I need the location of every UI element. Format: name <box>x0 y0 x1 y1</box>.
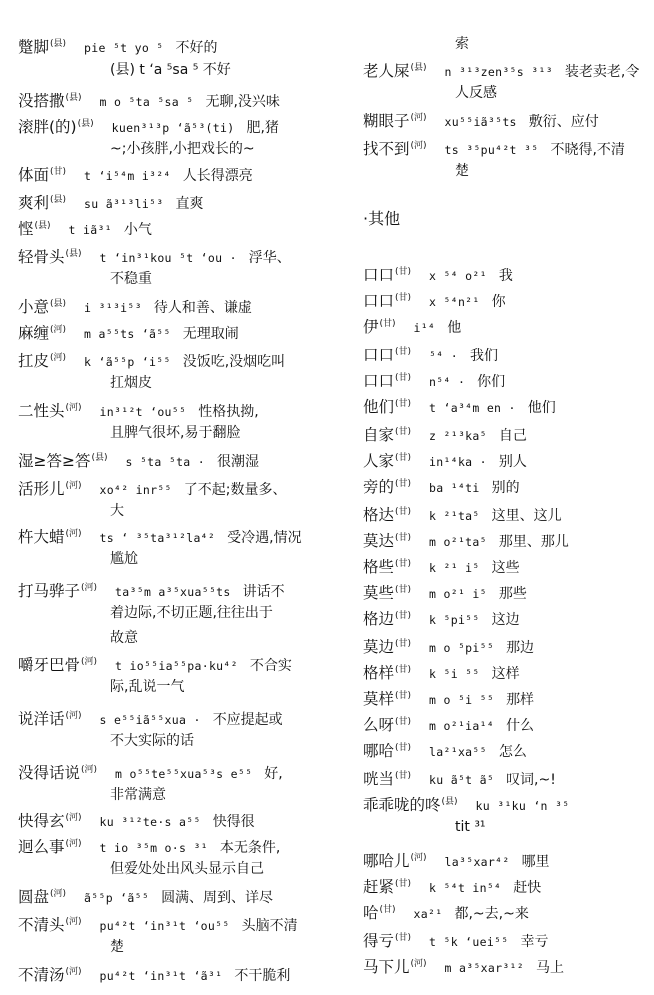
entry-pronunciation: s ⁵ta ⁵ta · <box>125 455 205 469</box>
entry-source-tag: (河) <box>65 711 82 721</box>
entry-source-tag: (县) <box>65 93 82 103</box>
dictionary-entry <box>363 926 653 955</box>
entry-continuation: 着边际,不切正题,往往出于 <box>110 605 273 621</box>
entry-gloss: 肥,猪 <box>246 120 279 136</box>
entry-continuation: 人反感 <box>455 85 497 101</box>
entry-pronunciation: ba ¹⁴ti <box>429 481 480 495</box>
entry-pronunciation: m a⁵⁵ts ‘ã⁵⁵ <box>84 327 171 341</box>
entry-headword: 老人屎 <box>363 62 410 80</box>
entry-source-tag: (甘) <box>395 267 412 277</box>
section-title-other: ·其他 <box>363 209 401 228</box>
entry-headword: 滚胖(的) <box>18 118 77 136</box>
entry-pronunciation: m o ⁵pi⁵⁵ <box>429 641 495 655</box>
dictionary-entry <box>363 106 653 135</box>
dictionary-entry <box>18 960 340 989</box>
entry-source-tag: (甘) <box>395 293 412 303</box>
entry-pronunciation: xa²¹ <box>413 907 443 921</box>
entry-source-tag: (甘) <box>395 559 412 569</box>
entry-source-tag: (县) <box>441 797 458 807</box>
entry-pronunciation: la²¹xa⁵⁵ <box>429 745 487 759</box>
entry-gloss: 赶快 <box>513 880 542 896</box>
entry-source-tag: (县) <box>34 221 51 231</box>
entry-gloss: 浮华、 <box>248 250 291 266</box>
entry-source-tag: (甘) <box>395 399 412 409</box>
dictionary-entry <box>363 710 653 739</box>
entry-gloss: 待人和善、谦虚 <box>153 300 252 316</box>
entry-source-tag: (甘) <box>395 639 412 649</box>
entry-headword: 体面 <box>18 166 50 184</box>
entry-gloss: 那样 <box>506 692 535 708</box>
entry-gloss: 受冷遇,情况 <box>227 530 302 546</box>
dictionary-entry <box>363 846 653 875</box>
entry-headword: 人家 <box>363 452 395 470</box>
dictionary-entry <box>18 704 340 749</box>
dictionary-entry <box>18 758 340 803</box>
entry-headword: 格些 <box>363 558 395 576</box>
entry-source-tag: (甘) <box>395 611 412 621</box>
entry-gloss: 这些 <box>491 560 520 576</box>
dictionary-entry <box>363 684 653 713</box>
entry-headword: 没得话说 <box>18 764 81 782</box>
entry-gloss: 这里、这儿 <box>491 508 562 524</box>
dictionary-entry <box>363 134 653 179</box>
entry-gloss: 不合实 <box>249 658 292 674</box>
entry-pronunciation: i ³¹³i⁵³ <box>84 301 142 315</box>
entry-source-tag: (甘) <box>395 879 412 889</box>
entry-gloss: 很潮湿 <box>216 454 259 470</box>
entry-source-tag: (河) <box>65 481 82 491</box>
entry-source-tag: (甘) <box>395 665 412 675</box>
entry-pronunciation: i¹⁴ <box>413 321 436 335</box>
entry-gloss: 你们 <box>477 374 506 390</box>
entry-source-tag: (河) <box>65 839 82 849</box>
entry-gloss: 不干脆利 <box>234 968 291 984</box>
entry-continuation: 但爱处处出风头显示自己 <box>110 861 264 877</box>
entry-continuation: 且脾气很坏,易于翻脸 <box>110 425 241 441</box>
entry-pronunciation: m o²¹ta⁵ <box>429 535 487 549</box>
dictionary-entry <box>363 56 653 101</box>
entry-continuation: 尴尬 <box>110 551 138 567</box>
entry-pronunciation: t io⁵⁵ia⁵⁵pa·ku⁴² <box>115 659 238 673</box>
entry-gloss: 圆满、周到、详尽 <box>161 890 274 906</box>
entry-gloss: 马上 <box>536 960 565 976</box>
dictionary-entry <box>18 112 340 157</box>
entry-source-tag: (县) <box>91 453 108 463</box>
dictionary-entry <box>18 32 340 61</box>
entry-gloss: 不应提起或 <box>212 712 283 728</box>
entry-headword: 他们 <box>363 398 395 416</box>
entry-source-tag: (河) <box>410 141 427 151</box>
entry-gloss: 哪里 <box>521 854 550 870</box>
entry-pronunciation: in¹⁴ka · <box>429 455 487 469</box>
entry-gloss: 小气 <box>123 222 152 238</box>
entry-headword: 口口 <box>363 346 395 364</box>
entry-continuation: (县) t ‘a ⁵sa ⁵ 不好 <box>110 62 231 78</box>
entry-source-tag: (河) <box>81 583 98 593</box>
entry-pronunciation: x ⁵⁴n²¹ <box>429 295 480 309</box>
entry-continuation: 不稳重 <box>110 271 152 287</box>
dictionary-entry <box>18 882 340 911</box>
entry-continuation: 楚 <box>455 163 469 179</box>
dictionary-entry <box>363 500 653 529</box>
entry-gloss: 我 <box>498 268 513 284</box>
entry-pronunciation: t ‘a³⁴m en · <box>429 401 516 415</box>
entry-gloss: 无聊,没兴味 <box>205 94 280 110</box>
entry-pronunciation: ts ³⁵pu⁴²t ³⁵ <box>444 143 539 157</box>
entry-source-tag: (甘) <box>395 933 412 943</box>
entry-source-tag: (河) <box>65 813 82 823</box>
entry-pronunciation: k ²¹ta⁵ <box>429 509 480 523</box>
entry-gloss: 本无条件, <box>219 840 281 856</box>
dictionary-entry <box>363 526 653 555</box>
entry-source-tag: (甘) <box>395 479 412 489</box>
entry-gloss: 讲话不 <box>242 584 285 600</box>
entry-headword: 得亏 <box>363 932 395 950</box>
entry-gloss: 幸亏 <box>520 934 549 950</box>
entry-headword: 杵大蜡 <box>18 528 65 546</box>
entry-headword: 自家 <box>363 426 395 444</box>
entry-source-tag: (甘) <box>395 691 412 701</box>
entry-headword: 莫边 <box>363 638 395 656</box>
entry-continuation: 故意 <box>110 630 138 646</box>
entry-headword: 二性头 <box>18 402 65 420</box>
entry-source-tag: (县) <box>50 39 67 49</box>
entry-gloss: 都,~去,~来 <box>454 906 529 922</box>
entry-headword: 爽利 <box>18 194 50 212</box>
entry-pronunciation: kuen³¹³p ‘ã⁵³(ti) <box>111 121 235 135</box>
entry-pronunciation: la³⁵xar⁴² <box>444 855 510 869</box>
entry-pronunciation: m o ⁵ta ⁵sa ⁵ <box>99 95 194 109</box>
dictionary-entry <box>18 242 340 287</box>
entry-source-tag: (县) <box>77 119 94 129</box>
dictionary-entry <box>18 576 340 646</box>
dictionary-entry <box>363 552 653 581</box>
entry-headword: 麻缠 <box>18 324 50 342</box>
entry-pronunciation: n ³¹³zen³⁵s ³¹³ <box>444 65 553 79</box>
entry-headword: 乖乖咙的咚 <box>363 796 441 814</box>
entry-gloss: 他们 <box>527 400 556 416</box>
entry-pronunciation: ku ³¹²te·s a⁵⁵ <box>99 815 201 829</box>
entry-gloss: 好, <box>264 766 283 782</box>
entry-pronunciation: t iã³¹ <box>68 223 112 237</box>
entry-source-tag: (甘) <box>379 905 396 915</box>
entry-pronunciation: ⁵⁴ · <box>429 349 458 363</box>
entry-pronunciation: m a³⁵xar³¹² <box>444 961 525 975</box>
dictionary-entry <box>18 188 340 217</box>
entry-headword: 说洋话 <box>18 710 65 728</box>
dictionary-entry <box>18 474 340 519</box>
dictionary-entry <box>363 952 653 981</box>
entry-gloss: 不晓得,不清 <box>550 142 625 158</box>
entry-pronunciation: ku ³¹ku ‘n ³⁵ <box>475 799 570 813</box>
entry-gloss: 别人 <box>498 454 527 470</box>
dictionary-entry <box>18 446 340 475</box>
dictionary-entry <box>363 632 653 661</box>
entry-pronunciation: pu⁴²t ‘in³¹t ‘ã³¹ <box>99 969 223 983</box>
entry-headword: 嚼牙巴骨 <box>18 656 81 674</box>
entry-pronunciation: k ²¹ i⁵ <box>429 561 480 575</box>
entry-gloss: 那些 <box>498 586 527 602</box>
entry-source-tag: (河) <box>81 765 98 775</box>
entry-pronunciation: m o ⁵i ⁵⁵ <box>429 693 495 707</box>
entry-source-tag: (河) <box>410 113 427 123</box>
entry-gloss: 头脑不清 <box>241 918 298 934</box>
entry-gloss: 没饭吃,没烟吃叫 <box>182 354 286 370</box>
dictionary-entry <box>363 286 653 315</box>
entry-source-tag: (甘) <box>395 585 412 595</box>
entry-headword: 不清汤 <box>18 966 65 984</box>
entry-gloss: 那边 <box>506 640 535 656</box>
entry-continuation: 大 <box>110 503 124 519</box>
dictionary-entry <box>18 832 340 877</box>
dictionary-entry <box>363 312 653 341</box>
entry-headword: 口口 <box>363 266 395 284</box>
entry-headword: 找不到 <box>363 140 410 158</box>
entry-headword: 扛皮 <box>18 352 50 370</box>
entry-pronunciation: m o²¹ i⁵ <box>429 587 487 601</box>
dictionary-entry <box>363 764 653 793</box>
entry-gloss: 那里、那儿 <box>498 534 569 550</box>
entry-headword: 格边 <box>363 610 395 628</box>
entry-headword: 迥么事 <box>18 838 65 856</box>
entry-headword: 快得玄 <box>18 812 65 830</box>
entry-source-tag: (甘) <box>395 507 412 517</box>
entry-headword: 轻骨头 <box>18 248 65 266</box>
entry-headword: 旁的 <box>363 478 395 496</box>
entry-pronunciation: x ⁵⁴ o²¹ <box>429 269 487 283</box>
entry-continuation: 扛烟皮 <box>110 375 152 391</box>
entry-headword: 赶紧 <box>363 878 395 896</box>
entry-source-tag: (河) <box>410 959 427 969</box>
entry-pronunciation: n⁵⁴ · <box>429 375 466 389</box>
entry-source-tag: (河) <box>81 657 98 667</box>
entry-continuation: tit ³¹ <box>455 819 486 835</box>
entry-gloss: 人长得漂亮 <box>182 168 253 184</box>
entry-pronunciation: m o²¹ia¹⁴ <box>429 719 495 733</box>
entry-gloss: 怎么 <box>498 744 527 760</box>
entry-continuation: 非常满意 <box>110 787 166 803</box>
entry-pronunciation: k ⁵i ⁵⁵ <box>429 667 480 681</box>
dictionary-entry <box>363 578 653 607</box>
entry-headword: 糊眼子 <box>363 112 410 130</box>
entry-source-tag: (河) <box>50 889 67 899</box>
entry-continuation: ~;小孩胖,小把戏长的~ <box>110 141 255 157</box>
dictionary-entry <box>363 420 653 449</box>
dictionary-entry <box>18 86 340 115</box>
entry-pronunciation: ku ã⁵t ã⁵ <box>429 773 495 787</box>
entry-headword: 格样 <box>363 664 395 682</box>
dictionary-entry <box>18 292 340 321</box>
entry-headword: 哈 <box>363 904 379 922</box>
entry-source-tag: (河) <box>410 853 427 863</box>
entry-gloss: 他 <box>447 320 462 336</box>
dictionary-entry <box>18 396 340 441</box>
entry-gloss: 我们 <box>469 348 498 364</box>
entry-source-tag: (甘) <box>379 319 396 329</box>
entry-source-tag: (甘) <box>395 533 412 543</box>
entry-source-tag: (河) <box>50 325 67 335</box>
entry-gloss: 你 <box>491 294 506 310</box>
entry-source-tag: (甘) <box>395 453 412 463</box>
entry-headword: 咣当 <box>363 770 395 788</box>
entry-headword: 小意 <box>18 298 50 316</box>
dictionary-entry <box>363 604 653 633</box>
entry-gloss: 性格执拗, <box>198 404 259 420</box>
entry-headword: 口口 <box>363 292 395 310</box>
dictionary-entry <box>18 318 340 347</box>
entry-source-tag: (甘) <box>395 347 412 357</box>
entry-gloss: 敷衍、应付 <box>528 114 599 130</box>
entry-headword: 格达 <box>363 506 395 524</box>
entry-pronunciation: t ‘i⁵⁴m i³²⁴ <box>84 169 171 183</box>
entry-continuation: 不大实际的话 <box>110 733 194 749</box>
entry-source-tag: (县) <box>410 63 427 73</box>
dictionary-entry <box>363 658 653 687</box>
dictionary-entry <box>18 346 340 391</box>
entry-pronunciation: pu⁴²t ‘in³¹t ‘ou⁵⁵ <box>99 919 230 933</box>
entry-headword: 不清头 <box>18 916 65 934</box>
entry-headword: 口口 <box>363 372 395 390</box>
entry-gloss: 了不起;数量多、 <box>183 482 287 498</box>
entry-gloss: 这样 <box>491 666 520 682</box>
entry-gloss: 这边 <box>491 612 520 628</box>
entry-gloss: 无理取闹 <box>182 326 239 342</box>
dictionary-entry <box>363 872 653 901</box>
dictionary-entry <box>363 446 653 475</box>
entry-gloss: 自己 <box>498 428 527 444</box>
entry-pronunciation: m o⁵⁵te⁵⁵xua⁵³s e⁵⁵ <box>115 767 253 781</box>
dictionary-entry <box>363 340 653 369</box>
dictionary-entry <box>18 910 340 955</box>
entry-source-tag: (甘) <box>395 427 412 437</box>
dictionary-entry <box>18 160 340 189</box>
entry-headword: 活形儿 <box>18 480 65 498</box>
entry-pronunciation: in³¹²t ‘ou⁵⁵ <box>99 405 187 419</box>
entry-pronunciation: k ⁵⁴t in⁵⁴ <box>429 881 502 895</box>
entry-continuation: 索 <box>455 36 469 52</box>
entry-gloss: 快得很 <box>212 814 255 830</box>
entry-pronunciation: z ²¹³ka⁵ <box>429 429 487 443</box>
entry-headword: 哪哈 <box>363 742 395 760</box>
entry-gloss: 叹词,~! <box>506 772 556 788</box>
dictionary-entry <box>363 366 653 395</box>
entry-pronunciation: k ‘ã⁵⁵p ‘i⁵⁵ <box>84 355 171 369</box>
entry-headword: 悭 <box>18 220 34 238</box>
entry-gloss: 装老卖老,令 <box>564 64 640 80</box>
dictionary-entry <box>363 736 653 765</box>
entry-pronunciation: xo⁴² inr⁵⁵ <box>99 483 172 497</box>
entry-pronunciation: t ‘in³¹kou ⁵t ‘ou · <box>99 251 237 265</box>
entry-headword: 蹩脚 <box>18 38 50 56</box>
entry-source-tag: (甘) <box>395 743 412 753</box>
entry-pronunciation: xu⁵⁵iã³⁵ts <box>444 115 517 129</box>
entry-source-tag: (河) <box>50 353 67 363</box>
entry-headword: 么呀 <box>363 716 395 734</box>
entry-headword: 莫样 <box>363 690 395 708</box>
entry-pronunciation: t io ³⁵m o·s ³¹ <box>99 841 208 855</box>
dictionary-entry <box>18 214 340 243</box>
entry-gloss: 不好的 <box>175 40 218 56</box>
dictionary-entry <box>363 260 653 289</box>
entry-headword: 伊 <box>363 318 379 336</box>
entry-headword: 莫些 <box>363 584 395 602</box>
entry-source-tag: (河) <box>65 967 82 977</box>
dictionary-entry <box>18 650 340 695</box>
entry-pronunciation: ta³⁵m a³⁵xua⁵⁵ts <box>115 585 231 599</box>
entry-pronunciation: s e⁵⁵iã⁵⁵xua · <box>99 713 201 727</box>
entry-source-tag: (河) <box>65 403 82 413</box>
entry-source-tag: (县) <box>50 195 67 205</box>
entry-pronunciation: t ⁵k ‘uei⁵⁵ <box>429 935 509 949</box>
entry-source-tag: (县) <box>50 299 67 309</box>
entry-pronunciation: ã⁵⁵p ‘ã⁵⁵ <box>84 891 150 905</box>
entry-gloss: 直爽 <box>175 196 204 212</box>
entry-source-tag: (甘) <box>50 167 67 177</box>
entry-source-tag: (甘) <box>395 717 412 727</box>
dictionary-entry <box>363 790 653 835</box>
entry-pronunciation: ts ‘ ³⁵ta³¹²la⁴² <box>99 531 216 545</box>
entry-pronunciation: su ã³¹³li⁵³ <box>84 197 164 211</box>
dictionary-entry <box>363 472 653 501</box>
entry-pronunciation: k ⁵pi⁵⁵ <box>429 613 480 627</box>
dictionary-entry <box>363 392 653 421</box>
entry-source-tag: (甘) <box>395 373 412 383</box>
entry-headword: 哪哈儿 <box>363 852 410 870</box>
entry-gloss: 什么 <box>506 718 535 734</box>
entry-source-tag: (河) <box>65 917 82 927</box>
entry-headword: 湿≥答≥答 <box>18 452 91 470</box>
entry-headword: 莫达 <box>363 532 395 550</box>
entry-headword: 马下儿 <box>363 958 410 976</box>
entry-headword: 打马骅子 <box>18 582 81 600</box>
dictionary-entry <box>363 898 653 927</box>
entry-pronunciation: pie ⁵t yo ⁵ <box>84 41 164 55</box>
dictionary-entry <box>18 806 340 835</box>
entry-continuation: 际,乱说一气 <box>110 679 185 695</box>
entry-gloss: 别的 <box>491 480 520 496</box>
entry-source-tag: (县) <box>65 249 82 259</box>
dictionary-entry <box>18 522 340 567</box>
entry-continuation: 楚 <box>110 939 124 955</box>
entry-source-tag: (甘) <box>395 771 412 781</box>
entry-source-tag: (河) <box>65 529 82 539</box>
entry-headword: 没搭撒 <box>18 92 65 110</box>
entry-headword: 圆盘 <box>18 888 50 906</box>
